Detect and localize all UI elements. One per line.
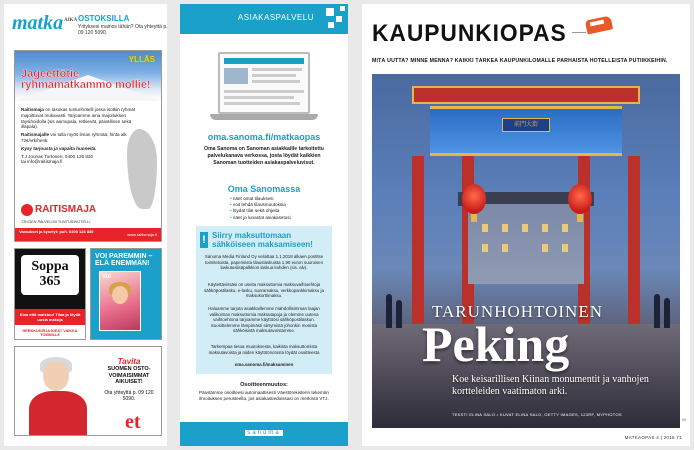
right-page: [362, 4, 690, 446]
magazine-ad[interactable]: [90, 248, 162, 340]
ad-band: Kiva että maistuu! Tilaa ja löydä uusia makuja: [15, 309, 85, 325]
section-label: ASIAKASPALVELU: [237, 13, 314, 22]
pixel-square-icon: [340, 6, 345, 11]
hero-title: Peking: [422, 316, 570, 372]
sanoma-logo: sanoma: [247, 430, 281, 436]
section-title: OSTOKSILLA: [78, 14, 130, 23]
laptop-screenshot: [210, 52, 318, 124]
ad-footer: Varaukset ja kyselyt: puh. 0400 126 830 www.raitismaja.fi: [15, 228, 161, 241]
senior-woman-photo: [21, 355, 91, 435]
matka-logo: matka$^{AIKA}$: [12, 12, 78, 34]
pixel-square-icon: [328, 22, 334, 28]
photo-credit: TEKSTI ELINA SALO • KUVAT ELINA SALO, GETTY IMAGES, 123RF, MYPHOTOS: [452, 412, 622, 417]
hero-kicker: TARUNHOHTOINEN: [432, 302, 603, 321]
ad-headline: VOI PAREMMIN – ELÄ ENEMMÄN!: [95, 253, 153, 267]
oma-description: Oma Sanoma on Sanoman asiakkaille tarkoitettu palvelukanava verkossa, josta löydät kaikkien Sanoman tuotteiden asiakaspalveluvisut.: [204, 146, 324, 166]
address-title: Osoitteenmuutos:: [240, 382, 288, 388]
et-logo: et: [125, 411, 141, 433]
raitismaja-mark-icon: [21, 204, 33, 216]
finland-map-icon: [127, 129, 157, 209]
red-lantern-icon: [568, 184, 592, 214]
pixel-square-icon: [336, 16, 342, 22]
soppa365-logo: Soppa 365: [21, 255, 79, 295]
list-item: • löydät tilat sekä ohjeita: [230, 208, 330, 214]
list-item: • näet omat tilauksesi: [230, 196, 330, 202]
raitismaja-ad[interactable]: [14, 50, 162, 242]
footer-band: [180, 422, 348, 446]
page-title: KAUPUNKIOPAS: [372, 20, 567, 47]
side-page-number: 69: [682, 418, 686, 422]
section-subtitle: Yrityksesi mainos tähän? Ota yhteyttä p. 09 120 5090.: [78, 24, 168, 36]
yllas-logo: YLLÄS: [128, 55, 155, 64]
bus-icon: [584, 14, 614, 36]
raitismaja-link[interactable]: www.raitismaja.fi: [127, 232, 157, 237]
oma-subtitle: Oma Sanomassa: [227, 184, 301, 194]
oma-features-list: [230, 196, 330, 221]
address-text: Päivitämme osoitteesi automaattisesti Väestörekisterin tekemän ilmoituksen perusteella, jos asiakastiedoissasi on merkintä VTJ.: [199, 390, 329, 401]
soppa365-ad[interactable]: [14, 248, 86, 340]
payment-link[interactable]: oma.sanoma.fi/maksaminen: [234, 362, 294, 367]
ad-headline: Jageettötie ryhmämatkammo mollie!: [21, 68, 151, 91]
page-tagline: MITÄ UUTTA? MINNE MENNÄ? KAIKKI TÄRKEÄ KAUPUNKILOMALLE PARHAISTA HOTELLEISTA PUTIIKKEIHIN.: [372, 58, 668, 64]
middle-page: [180, 4, 348, 446]
info-title: Siirry maksuttomaan sähköiseen maksamiseen!: [212, 231, 313, 249]
magazine-cover: Voi: [99, 271, 141, 331]
page-footer: MATKAOPAS 4 | 2018 71: [624, 435, 682, 440]
hero-lede: Koe keisarillisen Kiinan monumentit ja vanhojen kortteleiden vaatimaton arki.: [452, 374, 649, 397]
list-item: • näet ja lunastat asiakasetusi: [230, 215, 330, 221]
et-ad[interactable]: Tavita SUOMEN OSTO-VOIMAISIMMAT AIKUISET! Ota yhteyttä p. 09 120 5090. et: [14, 346, 162, 436]
left-header: [12, 12, 168, 42]
ad-footer: HERKKUKIRJA IDEAT VAIKKA TOMMILLE: [22, 329, 78, 337]
left-page: [4, 4, 167, 446]
oma-sanoma-link[interactable]: oma.sanoma.fi/matkaopas: [207, 132, 321, 142]
peking-gate-photo: [372, 74, 680, 428]
red-lantern-icon: [462, 184, 486, 214]
ad-body: Raitismaja on tasokas tunturihotelli jossa isotkin ryhmät majoittuvat mukavasti. Tarjoamme aina majoituksen täysihoidolla (sis aamupala, retkievät, päivällinen sekä illapala). Raitismajalle voi tulla myös ilman ryhmää, hinta alk 72€/vrk/henk. Kysy tarjousta ja vapaita huoneita. T.J Joonas Turtonen, 0400 126 830 tai info@raitismaja.fi: [21, 107, 136, 165]
e-payment-box: ! Siirry maksuttomaan sähköiseen maksamiseen! Sanoma Media Finland Oy veloittaa 1.1.2018 alkaen postitse toimitetuista, paperisista tilauslaskuista 1,90 euron suuruisen laskutuslisäpalkkion laskua kohden (sis. alv). Käytettävissäsi on useita maksuttomia maksuvaihtoehtoja sähköpostilasku, e-lasku, suoramaksu, verkkopankkimaksu ja maksukorttimaksu. Haluamme tarjota asiakkaillemme mahdollisimman laajan valikoiman maksuttomia maksutapoja ja olemme uutena vaihtoehtona tarjoamme käyttöösi sähköpostilaskun. Suosittelemme lämpimästi siirtymistä johonkin monista sähköisistä maksutavoistamme. Tarkempaa tietoa muutoksesta, kaikista maksuttomista maksutavoista ja niiden käyttöönotosta löydät osoitteesta oma.sanoma.fi/maksaminen: [196, 226, 332, 374]
gate-sign: 前門大街: [502, 118, 550, 132]
exclamation-icon: !: [200, 232, 208, 248]
pixel-square-icon: [326, 8, 334, 16]
list-item: • voit tehdä tilausmuutoksia: [230, 202, 330, 208]
header-band: [180, 4, 348, 34]
raitismaja-logo: RAITISMAJA TÄYDEN PALVELUN TUNTURIHOTELLI: [21, 204, 97, 224]
